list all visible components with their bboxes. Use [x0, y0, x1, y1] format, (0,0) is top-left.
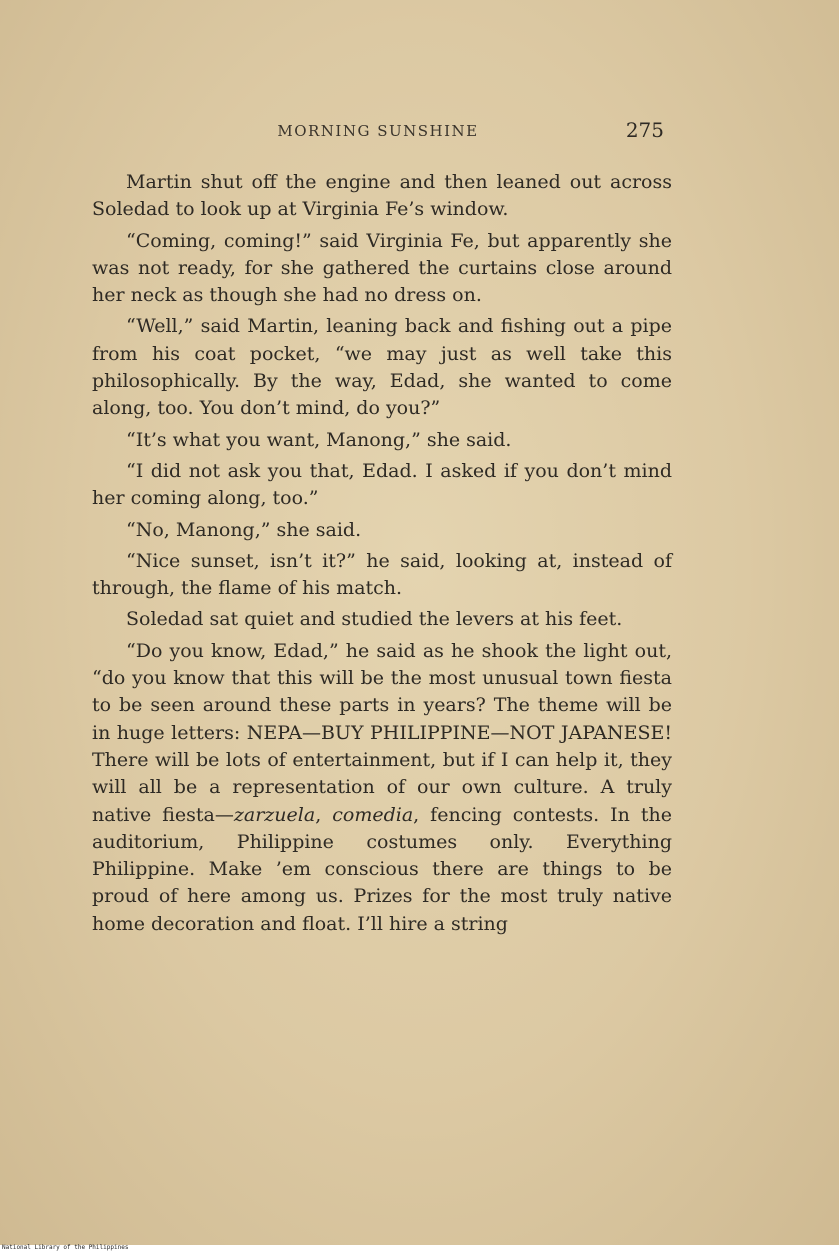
page-number: 275 — [625, 118, 664, 142]
footer-bar — [0, 1245, 839, 1253]
body-text — [92, 169, 672, 942]
italic-term: zarzuela — [233, 803, 316, 826]
paragraph-last — [92, 638, 672, 938]
paragraph-text: , fencing contests. In the auditorium, Philippine costumes only. Everything Philippine. Make ’em conscious there are things to be proud of here among us. Prizes for the most truly native home decoration and float. I’ll hire a string — [92, 803, 672, 935]
paragraph: Soledad sat quiet and studied the levers at his feet. — [126, 608, 623, 631]
paragraph: “Coming, coming!” said Virginia Fe, but apparently she was not ready, for she gathered the curtains close around her neck as though she had no dress on. — [92, 229, 672, 307]
paragraph: “It’s what you want, Manong,” she said. — [126, 428, 512, 451]
library-watermark: National Library of the Philippines — [2, 1244, 129, 1251]
paragraph-text: “Do you know, Edad,” he said as he shook the light out, “do you know that this will be the most unusual town fiesta to be seen around these parts in years? The theme will be in huge letters: NEPA—BUY PHILIPPINE—NOT JAPANESE! There will be lots of entertainment, but if I can help it, they will all be a representation of our own culture. A truly native fiesta— — [92, 639, 672, 826]
separator: , — [315, 803, 333, 826]
paragraph: “Well,” said Martin, leaning back and fishing out a pipe from his coat pocket, “we may just as well take this philosophically. By the way, Edad, she wanted to come along, too. You don’t mind, do you?” — [92, 315, 672, 420]
paragraph: “I did not ask you that, Edad. I asked if you don’t mind her coming along, too.” — [92, 459, 672, 510]
paragraph: “Nice sunset, isn’t it?” he said, looking at, instead of through, the flame of his match. — [92, 549, 672, 600]
paragraph: Martin shut off the engine and then leaned out across Soledad to look up at Virginia Fe’s window. — [92, 171, 672, 221]
page-header — [92, 118, 664, 148]
running-title: MORNING SUNSHINE — [277, 122, 479, 140]
italic-term: comedia — [332, 803, 414, 826]
paragraph: “No, Manong,” she said. — [126, 518, 362, 541]
